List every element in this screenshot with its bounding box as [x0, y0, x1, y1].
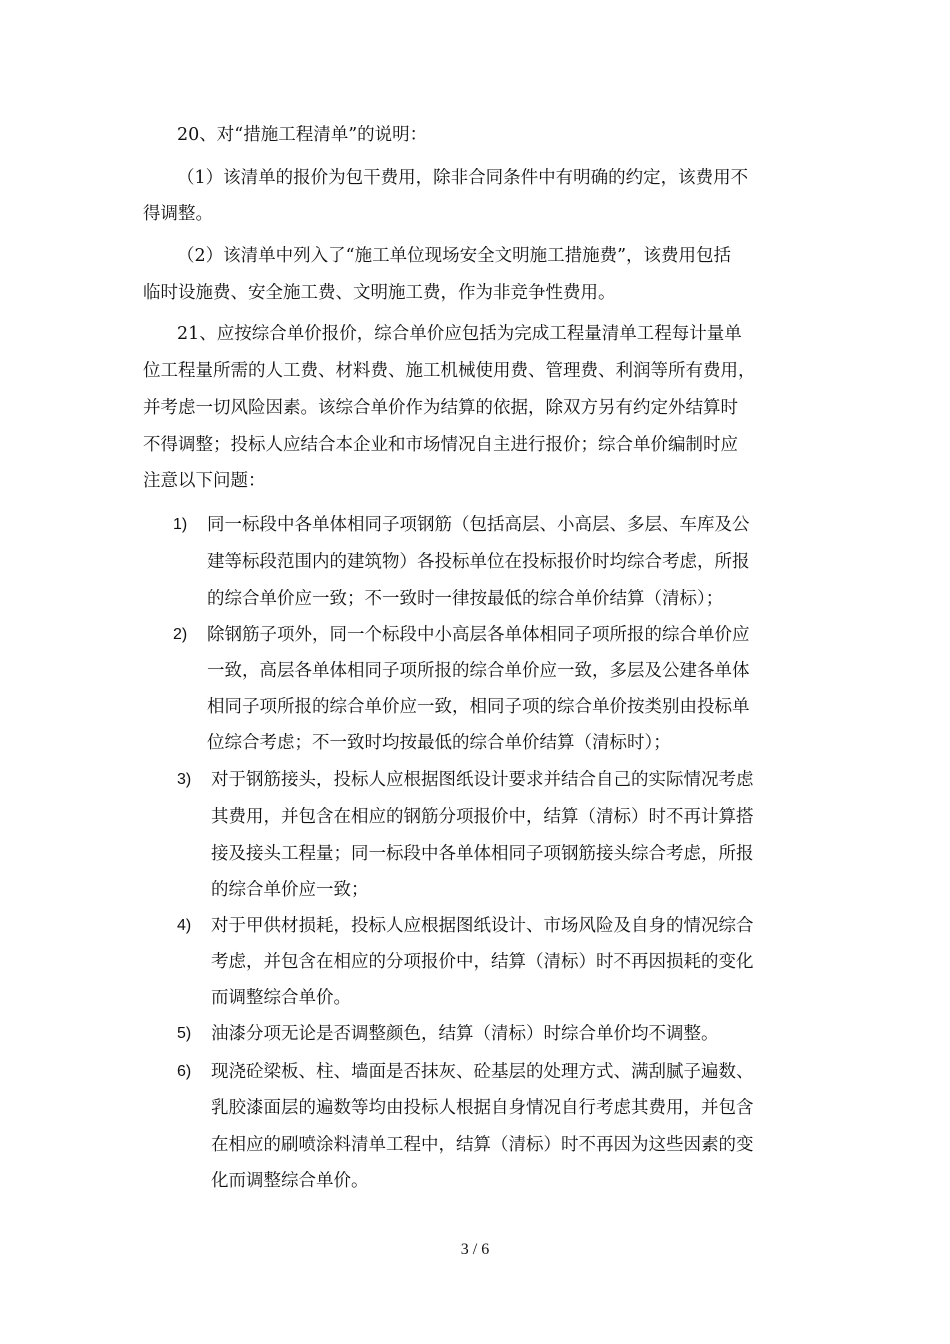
list-item-1-line-2: 建等标段范围内的建筑物）各投标单位在投标报价时均综合考虑，所报 — [207, 552, 750, 572]
list-item-2-line-3: 相同子项所报的综合单价应一致，相同子项的综合单价按类别由投标单 — [207, 697, 750, 717]
list-item-4-line-2: 考虑，并包含在相应的分项报价中，结算（清标）时不再因损耗的变化 — [211, 952, 754, 972]
list-item-1-line-3: 的综合单价应一致；不一致时一律按最低的综合单价结算（清标）； — [207, 589, 724, 609]
section-20-item-2-line-1: （2）该清单中列入了“施工单位现场安全文明施工措施费”，该费用包括 — [177, 246, 732, 266]
list-item-2-line-4: 位综合考虑；不一致时均按最低的综合单价结算（清标时）； — [207, 733, 671, 753]
list-item-6-line-3: 在相应的刷喷涂料清单工程中，结算（清标）时不再因为这些因素的变 — [211, 1135, 754, 1155]
list-item-6-line-2: 乳胶漆面层的遍数等均由投标人根据自身情况自行考虑其费用，并包含 — [211, 1098, 754, 1118]
list-item-1-line-1: 同一标段中各单体相同子项钢筋（包括高层、小高层、多层、车库及公 — [207, 515, 750, 535]
list-item-3-line-2: 其费用，并包含在相应的钢筋分项报价中，结算（清标）时不再计算搭 — [211, 807, 754, 827]
section-21-line-1: 21、应按综合单价报价，综合单价应包括为完成工程量清单工程每计量单 — [177, 324, 742, 344]
list-item-3-line-4: 的综合单价应一致； — [211, 880, 369, 900]
section-21-line-2: 位工程量所需的人工费、材料费、施工机械使用费、管理费、利润等所有费用， — [143, 361, 756, 381]
list-item-2-line-2: 一致，高层各单体相同子项所报的综合单价应一致，多层及公建各单体 — [207, 661, 750, 681]
list-item-6-number: 6) — [177, 1063, 192, 1080]
list-item-3-number: 3) — [177, 771, 192, 788]
section-21-line-4: 不得调整；投标人应结合本企业和市场情况自主进行报价；综合单价编制时应 — [143, 435, 738, 455]
section-21-line-3: 并考虑一切风险因素。该综合单价作为结算的依据，除双方另有约定外结算时 — [143, 398, 738, 418]
list-item-5-number: 5) — [177, 1025, 192, 1042]
page-number: 3 / 6 — [460, 1241, 490, 1258]
list-item-4-number: 4) — [177, 917, 192, 934]
list-item-4-line-3: 而调整综合单价。 — [211, 988, 351, 1008]
section-20-item-1-line-1: （1）该清单的报价为包干费用，除非合同条件中有明确的约定，该费用不 — [177, 168, 749, 188]
list-item-6-line-4: 化而调整综合单价。 — [211, 1171, 369, 1191]
section-20-item-1-line-2: 得调整。 — [143, 204, 213, 224]
list-item-3-line-3: 接及接头工程量；同一标段中各单体相同子项钢筋接头综合考虑，所报 — [211, 844, 754, 864]
list-item-3-line-1: 对于钢筋接头，投标人应根据图纸设计要求并结合自己的实际情况考虑 — [211, 770, 754, 790]
section-20-item-2-line-2: 临时设施费、安全施工费、文明施工费，作为非竞争性费用。 — [143, 283, 616, 303]
list-item-5-line-1: 油漆分项无论是否调整颜色，结算（清标）时综合单价均不调整。 — [211, 1024, 719, 1044]
list-item-6-line-1: 现浇砼梁板、柱、墙面是否抹灰、砼基层的处理方式、满刮腻子遍数、 — [211, 1062, 754, 1082]
list-item-4-line-1: 对于甲供材损耗，投标人应根据图纸设计、市场风险及自身的情况综合 — [211, 916, 754, 936]
list-item-2-number: 2) — [173, 626, 188, 643]
section-20-heading: 20、对“措施工程清单”的说明： — [177, 125, 428, 145]
section-21-line-5: 注意以下问题： — [143, 471, 266, 491]
list-item-1-number: 1) — [173, 516, 188, 533]
list-item-2-line-1: 除钢筋子项外，同一个标段中小高层各单体相同子项所报的综合单价应 — [207, 625, 750, 645]
